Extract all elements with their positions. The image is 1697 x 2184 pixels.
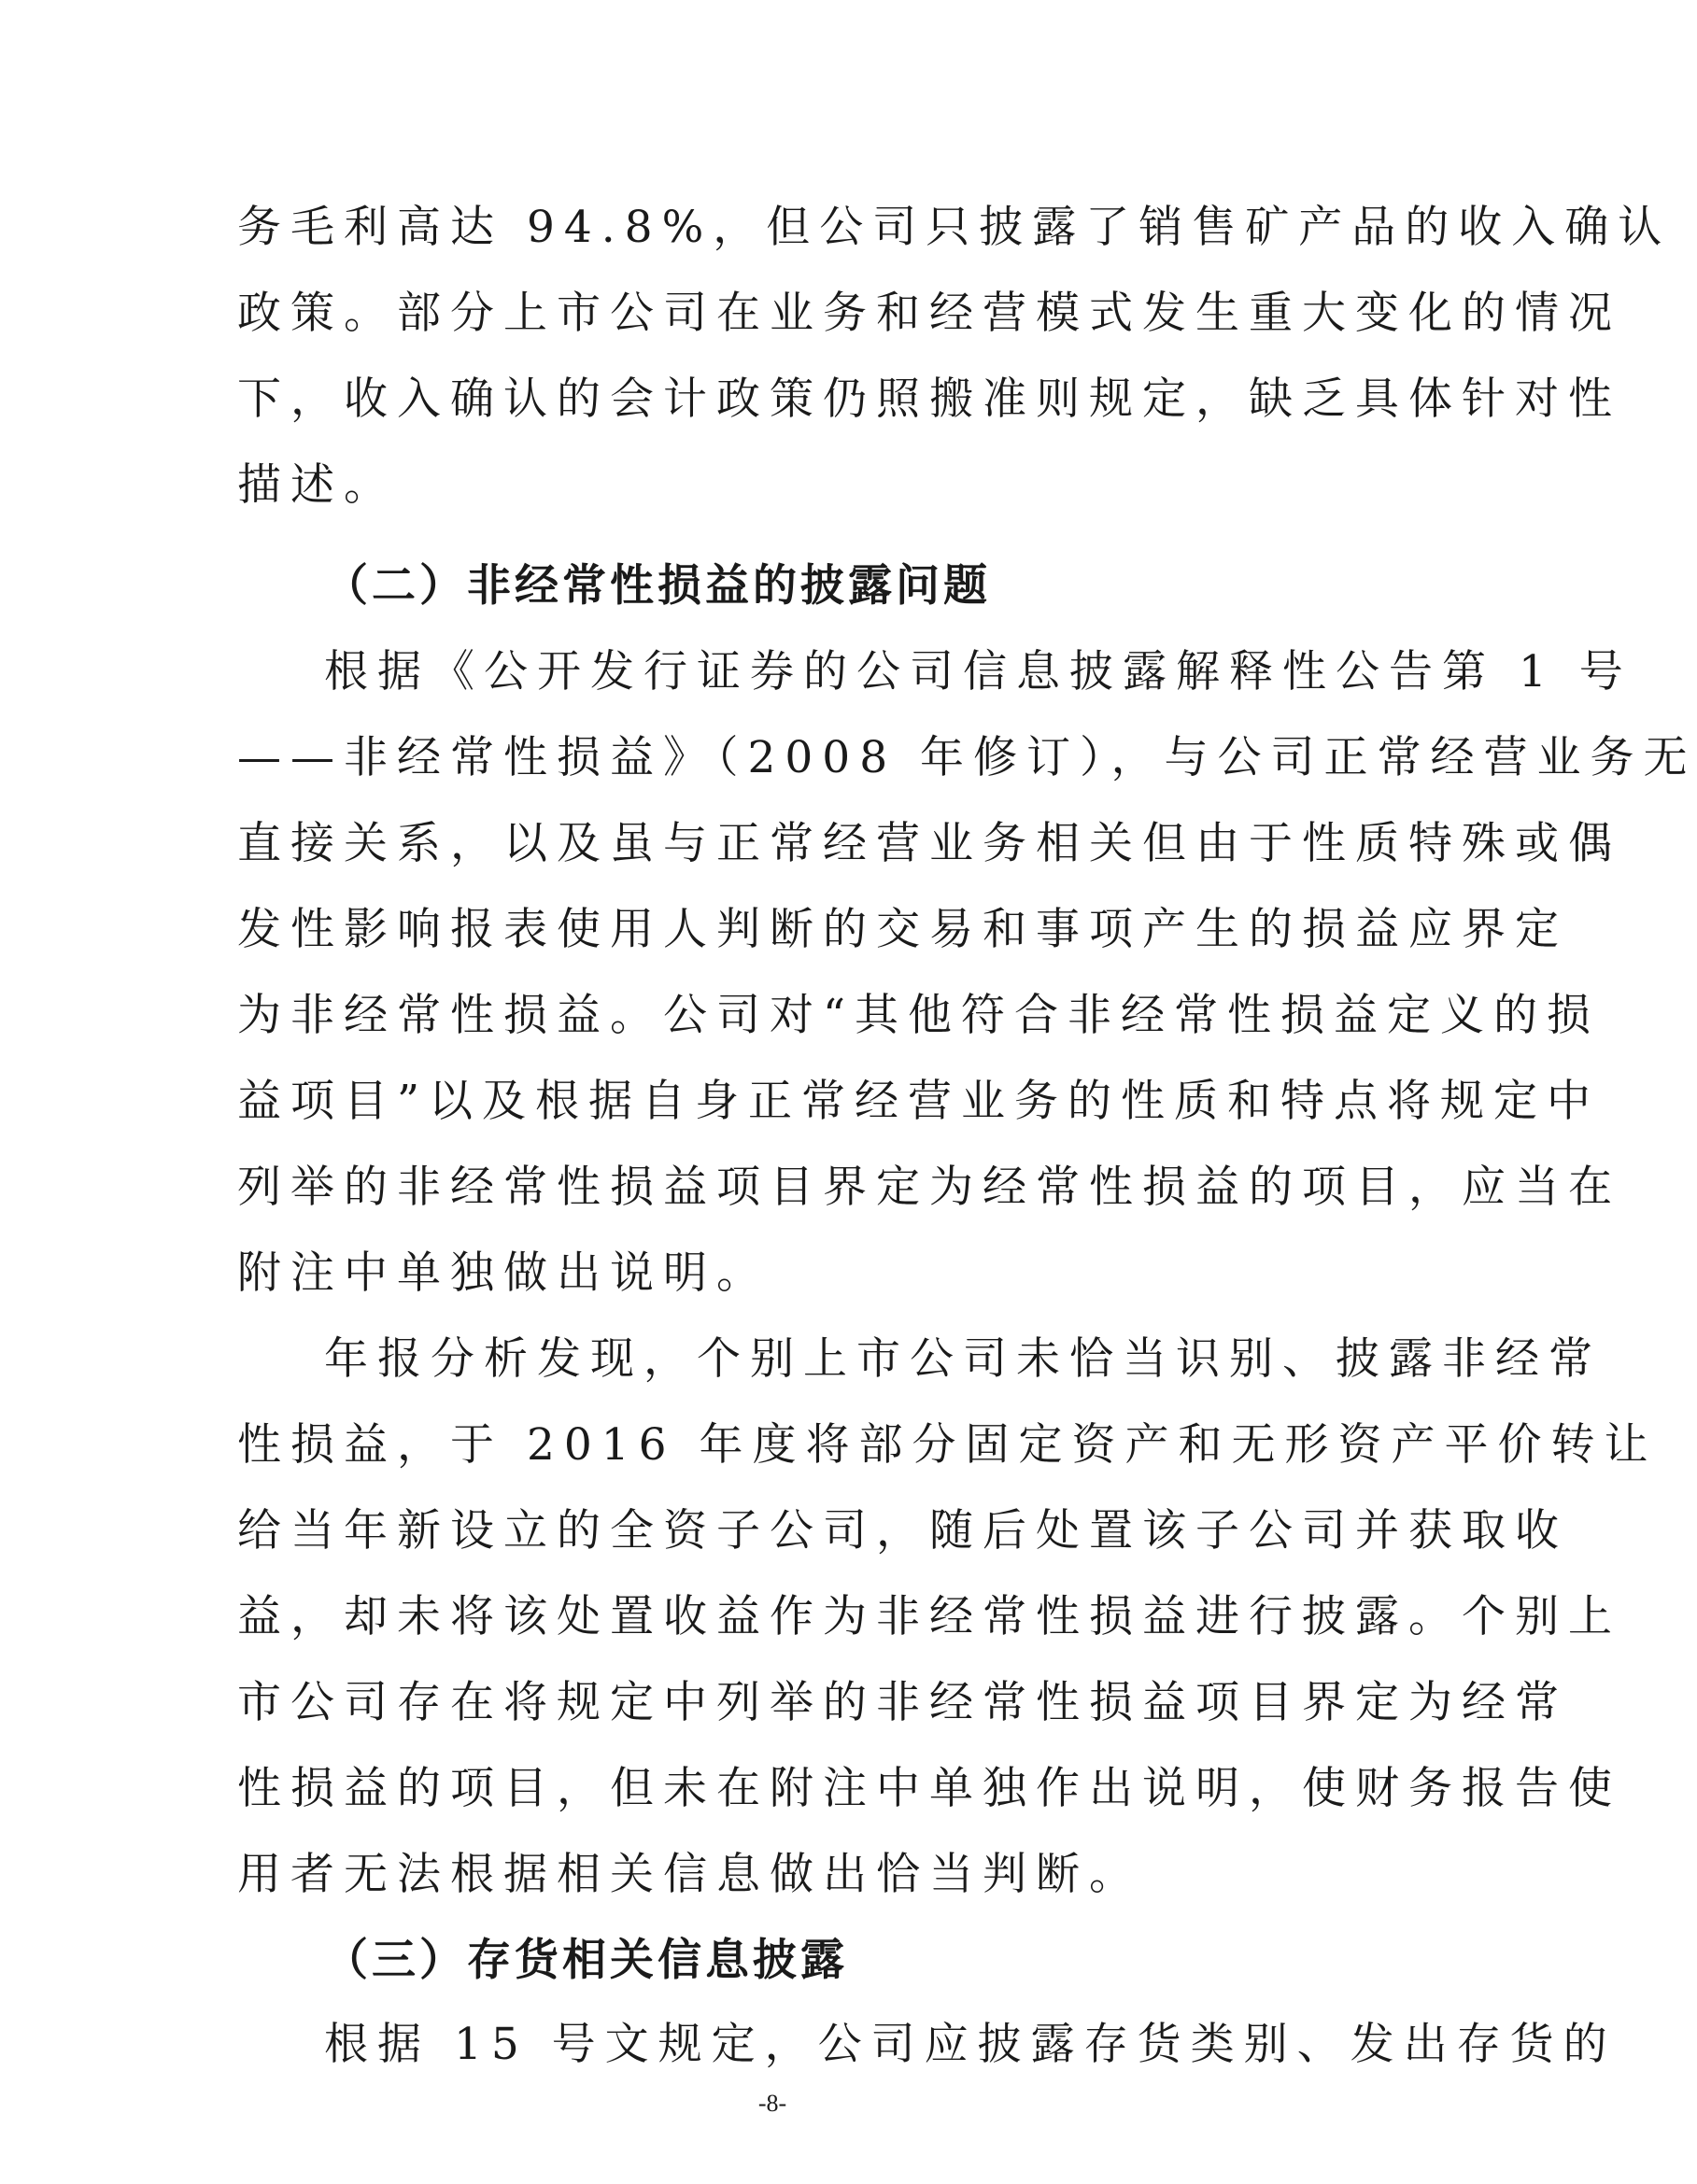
paragraph-line: 益项目”以及根据自身正常经营业务的性质和特点将规定中 <box>237 1076 1601 1127</box>
paragraph-line: 列举的非经常性损益项目界定为经常性损益的项目，应当在 <box>237 1162 1621 1213</box>
body-line: 描述。 <box>237 459 397 511</box>
body-line: 政策。部分上市公司在业务和经营模式发生重大变化的情况 <box>237 288 1621 339</box>
paragraph-line: 市公司存在将规定中列举的非经常性损益项目界定为经常 <box>237 1677 1568 1728</box>
paragraph-line: 根据 15 号文规定，公司应披露存货类别、发出存货的 <box>324 2019 1617 2070</box>
paragraph-line: 性损益，于 2016 年度将部分固定资产和无形资产平价转让 <box>237 1419 1658 1471</box>
paragraph-line: 发性影响报表使用人判断的交易和事项产生的损益应界定 <box>237 904 1568 955</box>
page-number: -8- <box>757 2090 787 2117</box>
paragraph-line: 给当年新设立的全资子公司，随后处置该子公司并获取收 <box>237 1505 1568 1557</box>
paragraph-line: ——非经常性损益》（2008 年修订），与公司正常经营业务无 <box>237 732 1697 783</box>
paragraph-line: 直接关系，以及虽与正常经营业务相关但由于性质特殊或偶 <box>237 818 1621 869</box>
paragraph-line: 年报分析发现，个别上市公司未恰当识别、披露非经常 <box>324 1333 1602 1385</box>
paragraph-line: 为非经常性损益。公司对“其他符合非经常性损益定义的损 <box>237 990 1601 1041</box>
body-line: 下，收入确认的会计政策仍照搬准则规定，缺乏具体针对性 <box>237 373 1621 425</box>
paragraph-line: 附注中单独做出说明。 <box>237 1247 770 1299</box>
paragraph-line: 益，却未将该处置收益作为非经常性损益进行披露。个别上 <box>237 1591 1621 1642</box>
paragraph-line: 性损益的项目，但未在附注中单独作出说明，使财务报告使 <box>237 1763 1621 1814</box>
body-line: 务毛利高达 94.8%，但公司只披露了销售矿产品的收入确认 <box>237 202 1672 253</box>
paragraph-line: 根据《公开发行证券的公司信息披露解释性公告第 1 号 <box>324 646 1633 697</box>
paragraph-line: 用者无法根据相关信息做出恰当判断。 <box>237 1849 1142 1900</box>
section-heading: （二）非经常性损益的披露问题 <box>324 560 991 612</box>
section-heading: （三）存货相关信息披露 <box>324 1935 848 1986</box>
